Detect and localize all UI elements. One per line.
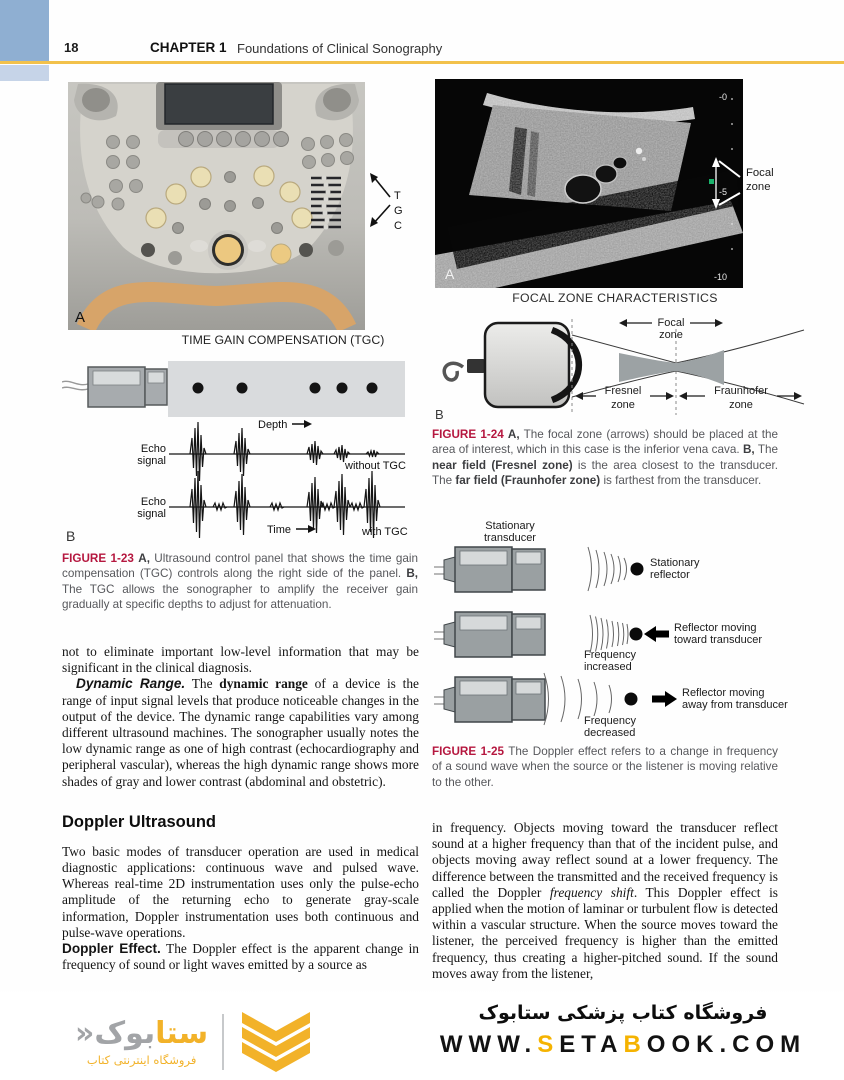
reflector-away-label-1: Reflector moving bbox=[682, 687, 765, 699]
scale-5: -5 bbox=[719, 187, 728, 197]
sonogram-label-a: A bbox=[445, 266, 455, 282]
figure-1-23-tgc-diagram bbox=[62, 357, 412, 543]
store-title: فروشگاه کتاب پزشکی ستابوک bbox=[478, 1002, 768, 1024]
footer-right-block bbox=[435, 1002, 811, 1059]
corner-accent-light bbox=[0, 65, 49, 81]
frequency-increased-label-1: Frequency bbox=[584, 649, 636, 661]
figure-1-25-doppler-diagram bbox=[432, 517, 804, 740]
reflector-toward-label-1: Reflector moving bbox=[674, 622, 757, 634]
figure-1-23-caption: FIGURE 1-23 A, Ultrasound control panel that shows the time gain compensation (TGC) controls along the right side of the panel. B, The TGC allows the sonographer to amplify the receiver gain gradually at specific depths to adjust for attenuation. bbox=[62, 552, 418, 612]
fraunhofer-label-2: zone bbox=[729, 399, 753, 411]
wordmark-gray-part: بوک« bbox=[75, 1016, 156, 1051]
frequency-increased-label-2: increased bbox=[584, 661, 632, 673]
paragraph-doppler-frequency: in frequency. Objects moving toward the transducer reflect sound at a higher frequency than that of the incident pulse, and objects moving away reflect sound at a lower frequency. The difference between the transmitted and the received frequency is called the Doppler frequency shift. This Doppler effect is applied when the motion of laminar or turbulent flow is detected within a vascular structure. When the source moves toward the listener, the perceived frequency is higher than the emitted frequency, thus creating a higher-pitched sound. If the sound moves away from the listener, bbox=[432, 820, 778, 981]
frequency-decreased-label-2: decreased bbox=[584, 727, 636, 739]
stationary-transducer-label-2: transducer bbox=[484, 532, 536, 544]
wavefronts-compressed bbox=[590, 615, 628, 653]
transducer bbox=[62, 367, 167, 407]
chapter-label: CHAPTER 1 bbox=[150, 40, 227, 55]
focal-marker bbox=[709, 179, 714, 184]
without-tgc-label: without TGC bbox=[345, 460, 406, 472]
diagram-label-b: B bbox=[66, 528, 76, 543]
dynamic-range-runin-heading: Dynamic Range. bbox=[76, 676, 186, 692]
sonogram-caption-title: FOCAL ZONE CHARACTERISTICS bbox=[512, 291, 718, 305]
cable-plug bbox=[467, 359, 485, 373]
paragraph-doppler-effect: Doppler Effect. The Doppler effect is the apparent change in frequency of sound or light waves emitted by a source as bbox=[62, 941, 419, 973]
figure-1-24-ultrasound-image bbox=[435, 79, 743, 288]
figure-1-24-focal-zone-diagram bbox=[433, 315, 808, 422]
chevron-emblem-icon bbox=[238, 1010, 314, 1074]
stationary-reflector-dot bbox=[631, 563, 644, 576]
figure-1-23-caption-label: FIGURE 1-23 bbox=[62, 552, 134, 565]
reflector-toward-label-2: toward transducer bbox=[674, 634, 763, 646]
echo-signal-label-2b: signal bbox=[137, 508, 166, 520]
arrow-left-icon bbox=[644, 626, 669, 642]
section-heading-doppler-ultrasound: Doppler Ultrasound bbox=[62, 812, 217, 831]
wavefronts-stationary bbox=[588, 547, 627, 591]
focal-zone-label-1: Focal bbox=[657, 317, 685, 329]
wordmark-yellow-part: ستا bbox=[155, 1016, 209, 1051]
stationary-transducer-label-1: Stationary bbox=[485, 520, 535, 532]
scale-10: -10 bbox=[714, 272, 728, 282]
site-url: WWW.SETABOOK.COM bbox=[439, 1031, 807, 1058]
with-tgc-label: with TGC bbox=[362, 526, 408, 538]
chapter-title: Foundations of Clinical Sonography bbox=[237, 41, 443, 56]
bookstore-footer bbox=[0, 1000, 844, 1080]
logo-divider bbox=[222, 1014, 224, 1070]
tgc-letter-g: G bbox=[394, 205, 403, 217]
time-label: Time bbox=[267, 524, 292, 536]
figure-1-25-caption-label: FIGURE 1-25 bbox=[432, 745, 504, 758]
page-scan-cutoff-fade bbox=[0, 984, 844, 1000]
tgc-pointer-annotation bbox=[364, 165, 412, 237]
transducer-row-1 bbox=[434, 547, 545, 592]
frequency-shift-italic-term: frequency shift bbox=[549, 884, 634, 900]
echo-signal-label-1a: Echo bbox=[140, 443, 166, 455]
transducer-row-3 bbox=[434, 677, 545, 722]
diagram-label-b: B bbox=[435, 407, 444, 422]
moving-away-reflector-dot bbox=[625, 693, 638, 706]
frequency-decreased-label-1: Frequency bbox=[584, 715, 636, 727]
time-arrow-icon bbox=[308, 525, 316, 533]
depth-arrow-icon bbox=[304, 420, 312, 428]
page-number: 18 bbox=[64, 40, 79, 55]
stationary-reflector-label-2: reflector bbox=[650, 569, 690, 581]
photo-caption-title: TIME GAIN COMPENSATION (TGC) bbox=[181, 333, 385, 347]
doppler-effect-runin-heading: Doppler Effect. bbox=[62, 941, 161, 957]
tgc-letter-t: T bbox=[394, 190, 401, 202]
left-column-text bbox=[62, 644, 419, 973]
setabook-logo bbox=[75, 1010, 314, 1074]
transducer-body bbox=[485, 323, 569, 407]
focal-zone-label-2: zone bbox=[659, 329, 683, 341]
tgc-letter-c: C bbox=[394, 220, 402, 232]
paragraph-dynamic-range: Dynamic Range. The dynamic range of a device is the range of input signal levels that produce noticeable changes in the output of the device. The dynamic range capabilities vary among different ultrasound machines. The sonographer usually notes the low dynamic range as one of high contrast (echocardiography and peripheral vascular), whereas the high dynamic range shows more shades of gray and lower contrast (abdominal and obstetric). bbox=[62, 676, 419, 789]
setabook-wordmark bbox=[75, 1017, 208, 1067]
paragraph-carryover: not to eliminate important low-level information that may be significant in the clinical diagnosis. bbox=[62, 644, 419, 676]
figure-1-24-caption: FIGURE 1-24 A, The focal zone (arrows) should be placed at the area of interest, which in this case is the inferior vena cava. B, The near field (Fresnel zone) is the area closest to the transducer. The far field (Fraunhofer zone) is farthest from the transducer. bbox=[432, 428, 779, 488]
fresnel-label-2: zone bbox=[611, 399, 635, 411]
echo-signal-label-1b: signal bbox=[137, 455, 166, 467]
stationary-reflector-label-1: Stationary bbox=[650, 557, 700, 569]
scale-0: -0 bbox=[719, 92, 728, 102]
arrow-right-icon bbox=[652, 691, 677, 707]
photo-panel-label-a: A bbox=[75, 309, 86, 326]
transducer-cable bbox=[444, 363, 463, 380]
depth-label: Depth bbox=[258, 419, 288, 431]
moving-toward-reflector-dot bbox=[630, 628, 643, 641]
header-rule bbox=[0, 61, 844, 64]
fraunhofer-label-1: Fraunhofer bbox=[714, 385, 768, 397]
reflector-away-label-2: away from transducer bbox=[682, 699, 788, 711]
figure-1-23-control-panel-photo bbox=[68, 82, 365, 330]
paragraph-doppler-modes: Two basic modes of transducer operation are used in medical diagnostic applications: continuous wave and pulsed wave. Whereas real-time 2D instrumentation uses only the pulse-echo amplitude of the returning echo to generate gray-scale information, Doppler instrumentation uses both continuous and pulse-wave operations. bbox=[62, 843, 419, 940]
focal-zone-callout: Focal zone bbox=[746, 167, 774, 193]
dynamic-range-bold-term: dynamic range bbox=[219, 676, 308, 692]
right-column-text bbox=[432, 820, 778, 982]
arrow-down-icon bbox=[370, 217, 378, 227]
figure-1-24-caption-label: FIGURE 1-24 bbox=[432, 428, 504, 441]
transducer-row-2 bbox=[434, 612, 545, 657]
fresnel-label-1: Fresnel bbox=[604, 385, 642, 397]
figure-1-25-caption: FIGURE 1-25 The Doppler effect refers to a change in frequency of a sound wave when the source or the listener is moving relative to the other. bbox=[432, 745, 778, 789]
echo-signal-label-2a: Echo bbox=[140, 496, 166, 508]
logo-tagline: فروشگاه اینترنتی کتاب bbox=[86, 1053, 197, 1067]
corner-accent-dark bbox=[0, 0, 49, 61]
